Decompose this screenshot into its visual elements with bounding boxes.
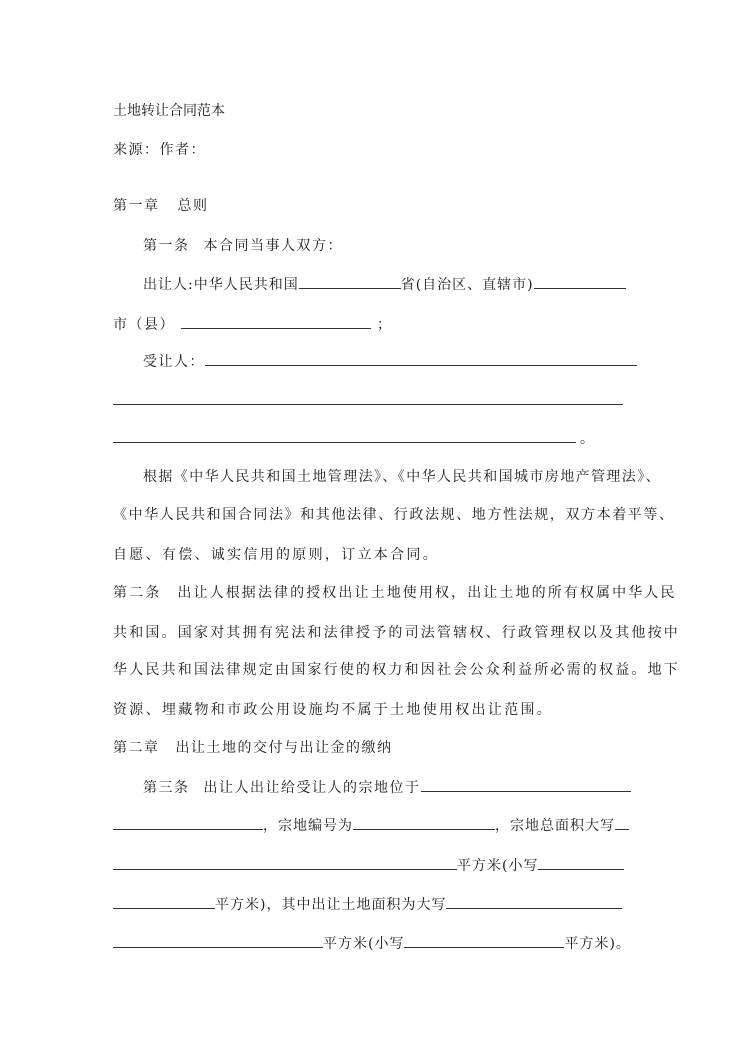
article-3-line-2 <box>113 815 629 836</box>
city-label: 市（县） <box>113 317 175 333</box>
chapter-2-name: 出让土地的交付与出让金的缴纳 <box>175 740 393 756</box>
sqm-end-label: 平方米)。 <box>564 936 631 952</box>
preamble-line-3: 自愿、有偿、诚实信用的原则，订立本合同。 <box>113 547 439 563</box>
city-end: ； <box>377 317 393 333</box>
transferee-line-2 <box>113 390 623 411</box>
transferee-period: 。 <box>580 431 596 447</box>
transferee-line-3 <box>113 428 596 449</box>
total-area-lower-blank-2[interactable] <box>113 894 215 909</box>
total-area-lower-blank[interactable] <box>538 855 624 870</box>
article-2-line-2: 共和国。国家对其拥有宪法和法律授予的司法管辖权、行政管理权以及其他按中 <box>113 625 680 641</box>
source-line: 来源：作者： <box>113 142 206 158</box>
parcel-no-blank[interactable] <box>353 815 495 830</box>
article-3-line-4 <box>113 894 622 915</box>
province-blank[interactable] <box>299 274 401 289</box>
article-3-line-5 <box>113 933 631 954</box>
article-2-line-1: 第二条 出让人根据法律的授权出让土地使用权，出让土地的所有权属中华人民 <box>113 585 677 601</box>
province-after-blank[interactable] <box>534 274 626 289</box>
transfer-area-blank[interactable] <box>446 894 622 909</box>
transfer-area-lower-blank[interactable] <box>404 933 564 948</box>
article-1-number: 第一条 <box>143 238 190 254</box>
article-3-text: 出让人出让给受让人的宗地位于 <box>203 780 421 796</box>
transferee-blank-1[interactable] <box>205 351 637 366</box>
location-blank[interactable] <box>421 777 631 792</box>
chapter-2-heading <box>113 738 393 758</box>
transferee-line <box>143 351 637 372</box>
document-title: 土地转让合同范本 <box>113 103 225 119</box>
article-3-line-1 <box>143 777 631 798</box>
province-suffix: 省(自治区、直辖市) <box>400 277 534 293</box>
article-1-text: 本合同当事人双方： <box>203 238 343 254</box>
transferor-line <box>143 274 626 295</box>
total-area-label: ，宗地总面积大写 <box>495 818 615 834</box>
article-2-line-4: 资源、埋藏物和市政公用设施均不属于土地使用权出让范围。 <box>113 702 554 718</box>
preamble-line-2: 《中华人民共和国合同法》和其他法律、行政法规、地方性法规，双方本着平等、 <box>113 507 675 523</box>
article-2-line-3: 华人民共和国法律规定由国家行使的权力和因社会公众利益所必需的权益。地下 <box>113 662 680 678</box>
city-line <box>113 314 393 335</box>
sqm-lower-label: 平方米(小写 <box>457 858 539 874</box>
article-3-number: 第三条 <box>143 780 190 796</box>
chapter-1-name: 总则 <box>177 198 209 214</box>
location-blank-2[interactable] <box>113 815 263 830</box>
sqm-close-label: 平方米)，其中出让土地面积为大写 <box>215 897 447 913</box>
article-3-line-3 <box>113 855 624 876</box>
chapter-1-heading <box>113 196 209 216</box>
transferee-blank-3[interactable] <box>113 428 576 443</box>
transferor-label: 出让人:中华人民共和国 <box>143 277 299 293</box>
sqm-lower-label-2: 平方米(小写 <box>323 936 405 952</box>
chapter-1-number: 第一章 <box>113 198 160 214</box>
parcel-no-label: ，宗地编号为 <box>263 818 353 834</box>
transfer-area-blank-2[interactable] <box>113 933 323 948</box>
article-1-heading <box>143 236 343 256</box>
chapter-2-number: 第二章 <box>113 740 160 756</box>
transferee-label: 受让人： <box>143 354 205 370</box>
total-area-blank[interactable] <box>615 815 629 830</box>
total-area-blank-2[interactable] <box>113 855 457 870</box>
preamble-line-1: 根据《中华人民共和国土地管理法》、《中华人民共和国城市房地产管理法》、 <box>143 469 661 485</box>
transferee-blank-2[interactable] <box>113 390 623 405</box>
city-blank[interactable] <box>181 314 371 329</box>
